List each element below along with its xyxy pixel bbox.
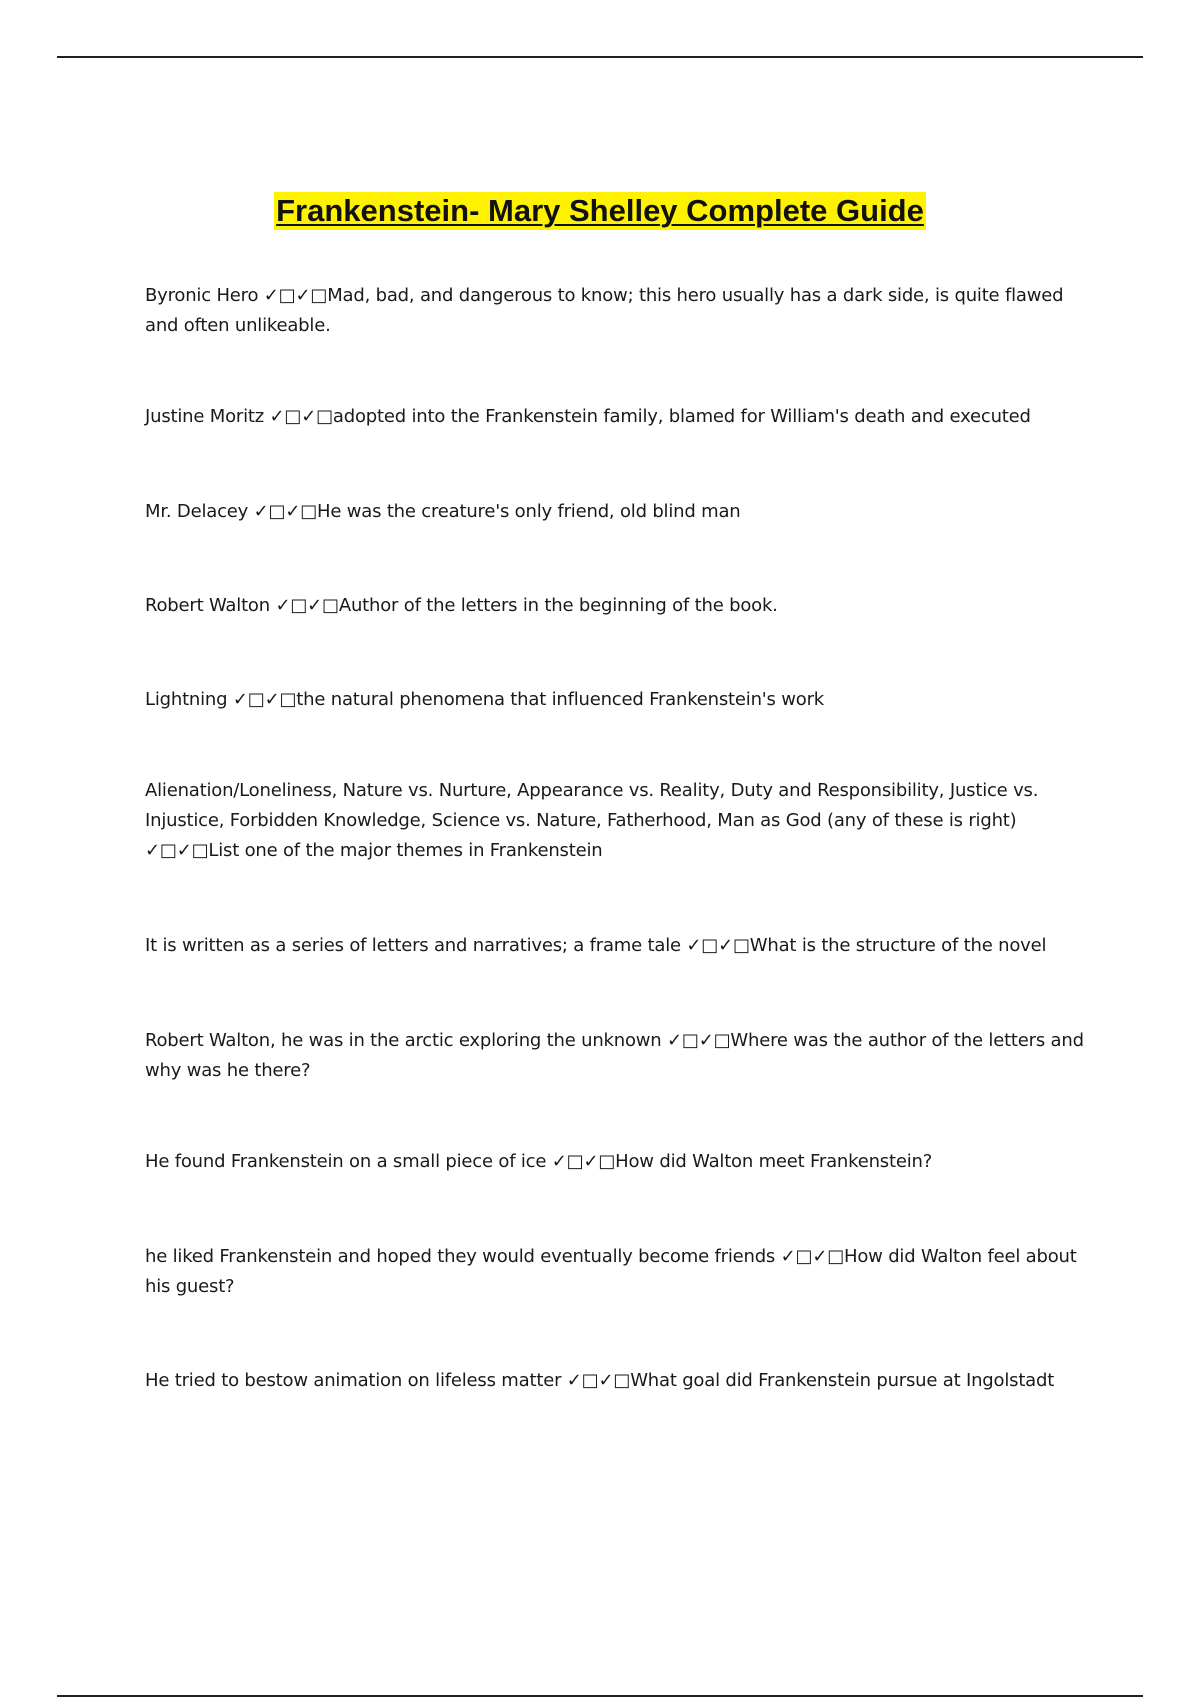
entry-walton-feel xyxy=(145,1242,1095,1302)
check-separator: ✓□✓□ xyxy=(275,595,339,616)
entry-mr-delacey xyxy=(145,497,1095,527)
entry-lightning xyxy=(145,685,1095,715)
entry-term: Byronic Hero xyxy=(145,285,264,306)
entry-definition: He was the creature's only friend, old blind man xyxy=(317,501,741,522)
check-separator: ✓□✓□ xyxy=(145,840,209,861)
document-title: Frankenstein- Mary Shelley Complete Guide xyxy=(276,193,924,228)
entry-definition: How did Walton feel about his guest? xyxy=(145,1246,1077,1297)
entry-term: he liked Frankenstein and hoped they would eventually become friends xyxy=(145,1246,781,1267)
title-container xyxy=(0,192,1200,230)
entry-definition: Where was the author of the letters and why was he there? xyxy=(145,1030,1084,1081)
check-separator: ✓□✓□ xyxy=(780,1246,845,1267)
entry-term: Alienation/Loneliness, Nature vs. Nurture, Appearance vs. Reality, Duty and Responsibility, Justice vs. Injustice, Forbidden Knowledge, Science vs. Nature, Fatherhood, Man as God (any of these is right) xyxy=(145,780,1039,831)
entry-structure xyxy=(145,931,1095,961)
entry-definition: What goal did Frankenstein pursue at Ingolstadt xyxy=(630,1370,1055,1391)
check-separator: ✓□✓□ xyxy=(253,501,318,522)
entry-definition: How did Walton meet Frankenstein? xyxy=(615,1151,933,1172)
entry-justine-moritz xyxy=(145,402,1095,432)
entry-ingolstadt-goal xyxy=(145,1366,1095,1396)
entry-definition: the natural phenomena that influenced Frankenstein's work xyxy=(296,689,825,710)
header-rule xyxy=(57,56,1143,58)
entry-term: He tried to bestow animation on lifeless matter xyxy=(145,1370,567,1391)
entry-robert-walton xyxy=(145,591,1095,621)
check-separator: ✓□✓□ xyxy=(667,1030,731,1051)
footer-rule xyxy=(57,1695,1143,1697)
entry-major-themes xyxy=(145,776,1095,866)
entry-term: Justine Moritz xyxy=(145,406,270,427)
entry-definition: Mad, bad, and dangerous to know; this hero usually has a dark side, is quite flawed and often unlikeable. xyxy=(145,285,1064,336)
entry-term: Robert Walton, he was in the arctic exploring the unknown xyxy=(145,1030,668,1051)
entry-definition: What is the structure of the novel xyxy=(749,935,1047,956)
entry-definition: List one of the major themes in Frankenstein xyxy=(208,840,603,861)
check-separator: ✓□✓□ xyxy=(263,285,328,306)
check-separator: ✓□✓□ xyxy=(232,689,297,710)
check-separator: ✓□✓□ xyxy=(269,406,333,427)
entry-letters-author xyxy=(145,1026,1095,1086)
entry-term: It is written as a series of letters and narratives; a frame tale xyxy=(145,935,687,956)
check-separator: ✓□✓□ xyxy=(551,1151,616,1172)
check-separator: ✓□✓□ xyxy=(686,935,750,956)
entry-definition: adopted into the Frankenstein family, blamed for William's death and executed xyxy=(332,406,1031,427)
entry-term: He found Frankenstein on a small piece of ice xyxy=(145,1151,552,1172)
entry-byronic-hero xyxy=(145,281,1095,341)
entry-term: Lightning xyxy=(145,689,233,710)
entry-definition: Author of the letters in the beginning of the book. xyxy=(338,595,778,616)
check-separator: ✓□✓□ xyxy=(566,1370,631,1391)
entry-term: Robert Walton xyxy=(145,595,276,616)
entry-term: Mr. Delacey xyxy=(145,501,254,522)
entry-walton-meet xyxy=(145,1147,1095,1177)
